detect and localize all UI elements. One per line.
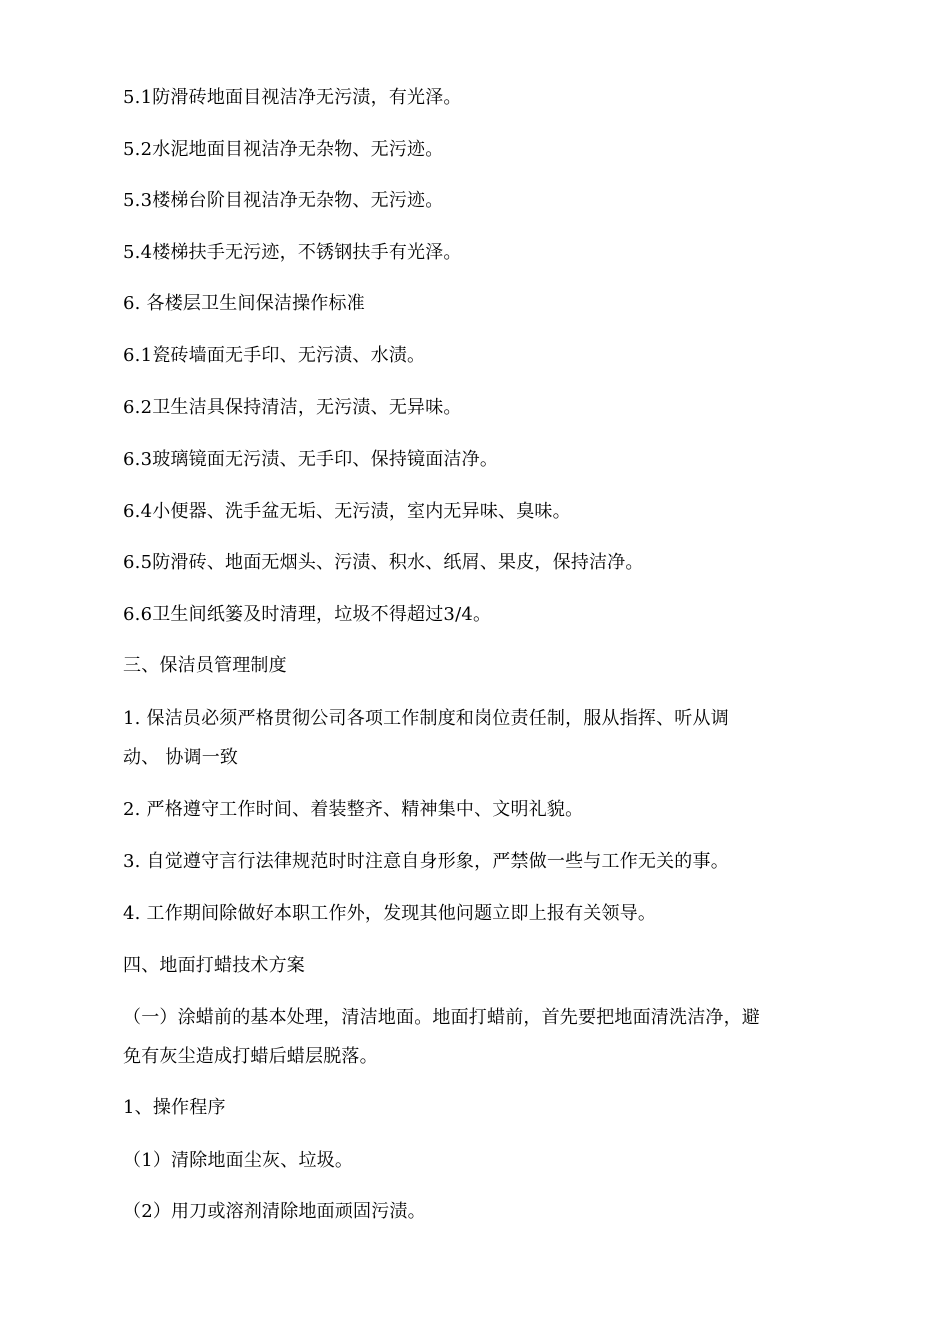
text-line: 免有灰尘造成打蜡后蜡层脱落。 [123,1046,378,1067]
section-heading: 四、地面打蜡技术方案 [123,955,305,976]
text-line: 5.3楼梯台阶目视洁净无杂物、无污迹。 [123,190,444,211]
section-heading: 6. 各楼层卫生间保洁操作标准 [123,293,365,314]
text-line: （一）涂蜡前的基本处理，清洁地面。地面打蜡前，首先要把地面清洗洁净，避 [123,1007,760,1028]
text-line: 6.5防滑砖、地面无烟头、污渍、积水、纸屑、果皮，保持洁净。 [123,552,644,573]
text-line: 2. 严格遵守工作时间、着装整齐、精神集中、文明礼貌。 [123,799,584,820]
section-heading: 三、保洁员管理制度 [123,655,287,676]
text-line: 5.4楼梯扶手无污迹，不锈钢扶手有光泽。 [123,242,462,263]
text-line: 3. 自觉遵守言行法律规范时时注意自身形象，严禁做一些与工作无关的事。 [123,851,729,872]
text-line: 6.6卫生间纸篓及时清理，垃圾不得超过3/4。 [123,604,492,625]
text-line: （2）用刀或溶剂清除地面顽固污渍。 [123,1201,426,1222]
subsection-heading: 1、操作程序 [123,1097,226,1118]
text-line: 4. 工作期间除做好本职工作外，发现其他问题立即上报有关领导。 [123,903,657,924]
text-line: 5.1防滑砖地面目视洁净无污渍，有光泽。 [123,87,462,108]
text-line: 动、 协调一致 [123,747,239,768]
text-line: 6.3玻璃镜面无污渍、无手印、保持镜面洁净。 [123,449,499,470]
text-line: 5.2水泥地面目视洁净无杂物、无污迹。 [123,139,444,160]
text-line: （1）清除地面尘灰、垃圾。 [123,1150,354,1171]
text-line: 1. 保洁员必须严格贯彻公司各项工作制度和岗位责任制，服从指挥、听从调 [123,708,729,729]
text-line: 6.1瓷砖墙面无手印、无污渍、水渍。 [123,345,426,366]
text-line: 6.4小便器、洗手盆无垢、无污渍，室内无异味、臭味。 [123,501,571,522]
text-line: 6.2卫生洁具保持清洁，无污渍、无异味。 [123,397,462,418]
